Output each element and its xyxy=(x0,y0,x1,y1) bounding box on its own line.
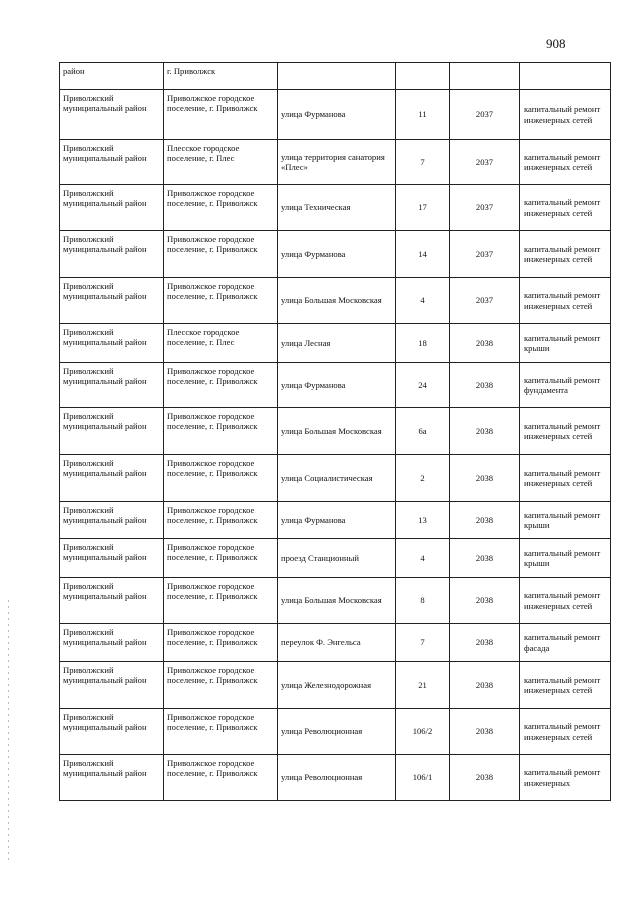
cell-street: улица Революционная xyxy=(278,755,396,801)
cell-work-type: капитальный ремонт инженерных сетей xyxy=(520,455,611,502)
cell-year: 2038 xyxy=(450,408,520,455)
cell-house-number: 17 xyxy=(396,185,450,231)
cell-district: район xyxy=(60,63,164,90)
cell-settlement: г. Приволжск xyxy=(164,63,278,90)
cell-settlement: Приволжское городское поселение, г. Приволжск xyxy=(164,662,278,709)
cell-settlement: Плесское городское поселение, г. Плес xyxy=(164,140,278,185)
cell-settlement: Приволжское городское поселение, г. Приволжск xyxy=(164,278,278,324)
cell-street: улица Лесная xyxy=(278,324,396,363)
cell-house-number: 6а xyxy=(396,408,450,455)
table-row xyxy=(60,140,611,185)
cell-work-type: капитальный ремонт крыши xyxy=(520,324,611,363)
cell-work-type: капитальный ремонт крыши xyxy=(520,502,611,539)
cell-street: улица Фурманова xyxy=(278,90,396,140)
table-row xyxy=(60,709,611,755)
cell-year: 2038 xyxy=(450,709,520,755)
cell-work-type xyxy=(520,63,611,90)
cell-house-number: 24 xyxy=(396,363,450,408)
cell-year: 2038 xyxy=(450,662,520,709)
cell-district: Приволжский муниципальный район xyxy=(60,363,164,408)
cell-work-type: капитальный ремонт инженерных сетей xyxy=(520,278,611,324)
cell-year: 2038 xyxy=(450,363,520,408)
cell-year: 2037 xyxy=(450,185,520,231)
cell-street: переулок Ф. Энгельса xyxy=(278,624,396,662)
cell-district: Приволжский муниципальный район xyxy=(60,408,164,455)
cell-settlement: Приволжское городское поселение, г. Приволжск xyxy=(164,578,278,624)
table-row xyxy=(60,662,611,709)
cell-work-type: капитальный ремонт крыши xyxy=(520,539,611,578)
cell-street: улица Фурманова xyxy=(278,502,396,539)
cell-district: Приволжский муниципальный район xyxy=(60,231,164,278)
cell-street: улица Большая Московская xyxy=(278,278,396,324)
cell-house-number: 7 xyxy=(396,140,450,185)
table-row xyxy=(60,502,611,539)
cell-settlement: Плесское городское поселение, г. Плес xyxy=(164,324,278,363)
cell-settlement: Приволжское городское поселение, г. Приволжск xyxy=(164,90,278,140)
cell-district: Приволжский муниципальный район xyxy=(60,185,164,231)
table-row xyxy=(60,90,611,140)
cell-work-type: капитальный ремонт фасада xyxy=(520,624,611,662)
cell-settlement: Приволжское городское поселение, г. Приволжск xyxy=(164,185,278,231)
cell-year: 2037 xyxy=(450,231,520,278)
cell-house-number: 21 xyxy=(396,662,450,709)
cell-house-number: 8 xyxy=(396,578,450,624)
cell-house-number: 14 xyxy=(396,231,450,278)
cell-year: 2038 xyxy=(450,539,520,578)
cell-district: Приволжский муниципальный район xyxy=(60,624,164,662)
cell-year: 2038 xyxy=(450,624,520,662)
cell-house-number: 106/2 xyxy=(396,709,450,755)
table-row xyxy=(60,278,611,324)
cell-house-number: 7 xyxy=(396,624,450,662)
cell-year: 2038 xyxy=(450,324,520,363)
cell-work-type: капитальный ремонт инженерных сетей xyxy=(520,231,611,278)
cell-house-number: 13 xyxy=(396,502,450,539)
cell-district: Приволжский муниципальный район xyxy=(60,455,164,502)
cell-work-type: капитальный ремонт инженерных сетей xyxy=(520,140,611,185)
cell-district: Приволжский муниципальный район xyxy=(60,755,164,801)
cell-house-number: 2 xyxy=(396,455,450,502)
cell-work-type: капитальный ремонт инженерных сетей xyxy=(520,578,611,624)
cell-house-number: 4 xyxy=(396,539,450,578)
cell-house-number: 4 xyxy=(396,278,450,324)
cell-street: улица Техническая xyxy=(278,185,396,231)
cell-work-type: капитальный ремонт инженерных сетей xyxy=(520,90,611,140)
capital-repair-table xyxy=(59,62,611,801)
cell-work-type: капитальный ремонт инженерных сетей xyxy=(520,662,611,709)
cell-settlement: Приволжское городское поселение, г. Приволжск xyxy=(164,539,278,578)
cell-settlement: Приволжское городское поселение, г. Приволжск xyxy=(164,624,278,662)
table-row xyxy=(60,324,611,363)
cell-work-type: капитальный ремонт инженерных xyxy=(520,755,611,801)
cell-settlement: Приволжское городское поселение, г. Приволжск xyxy=(164,709,278,755)
cell-settlement: Приволжское городское поселение, г. Приволжск xyxy=(164,755,278,801)
cell-year: 2037 xyxy=(450,140,520,185)
table-row xyxy=(60,185,611,231)
table-row xyxy=(60,455,611,502)
table-body xyxy=(60,63,611,801)
cell-work-type: капитальный ремонт инженерных сетей xyxy=(520,709,611,755)
cell-work-type: капитальный ремонт инженерных сетей xyxy=(520,408,611,455)
cell-district: Приволжский муниципальный район xyxy=(60,324,164,363)
cell-year: 2038 xyxy=(450,755,520,801)
cell-street: улица Фурманова xyxy=(278,363,396,408)
cell-settlement: Приволжское городское поселение, г. Приволжск xyxy=(164,408,278,455)
scan-edge-mark xyxy=(8,600,9,860)
cell-street: улица Большая Московская xyxy=(278,408,396,455)
cell-settlement: Приволжское городское поселение, г. Приволжск xyxy=(164,502,278,539)
table-row xyxy=(60,63,611,90)
cell-year xyxy=(450,63,520,90)
cell-district: Приволжский муниципальный район xyxy=(60,90,164,140)
cell-work-type: капитальный ремонт фундамента xyxy=(520,363,611,408)
cell-street: улица территория санатория «Плес» xyxy=(278,140,396,185)
table-row xyxy=(60,578,611,624)
cell-street: улица Фурманова xyxy=(278,231,396,278)
cell-district: Приволжский муниципальный район xyxy=(60,502,164,539)
cell-settlement: Приволжское городское поселение, г. Приволжск xyxy=(164,363,278,408)
cell-district: Приволжский муниципальный район xyxy=(60,578,164,624)
cell-settlement: Приволжское городское поселение, г. Приволжск xyxy=(164,231,278,278)
cell-settlement: Приволжское городское поселение, г. Приволжск xyxy=(164,455,278,502)
cell-district: Приволжский муниципальный район xyxy=(60,662,164,709)
cell-street xyxy=(278,63,396,90)
cell-year: 2038 xyxy=(450,455,520,502)
cell-district: Приволжский муниципальный район xyxy=(60,278,164,324)
cell-house-number: 106/1 xyxy=(396,755,450,801)
cell-work-type: капитальный ремонт инженерных сетей xyxy=(520,185,611,231)
cell-street: улица Социалистическая xyxy=(278,455,396,502)
table-row xyxy=(60,755,611,801)
table-row xyxy=(60,231,611,278)
page-number: 908 xyxy=(546,36,566,51)
cell-year: 2037 xyxy=(450,278,520,324)
table-row xyxy=(60,363,611,408)
cell-district: Приволжский муниципальный район xyxy=(60,539,164,578)
table-row xyxy=(60,539,611,578)
cell-house-number: 11 xyxy=(396,90,450,140)
table-row xyxy=(60,408,611,455)
cell-district: Приволжский муниципальный район xyxy=(60,140,164,185)
cell-year: 2038 xyxy=(450,578,520,624)
cell-house-number: 18 xyxy=(396,324,450,363)
cell-street: улица Революционная xyxy=(278,709,396,755)
cell-year: 2038 xyxy=(450,502,520,539)
cell-street: улица Большая Московская xyxy=(278,578,396,624)
cell-district: Приволжский муниципальный район xyxy=(60,709,164,755)
cell-year: 2037 xyxy=(450,90,520,140)
cell-street: улица Железнодорожная xyxy=(278,662,396,709)
cell-house-number xyxy=(396,63,450,90)
table-row xyxy=(60,624,611,662)
cell-street: проезд Станционный xyxy=(278,539,396,578)
